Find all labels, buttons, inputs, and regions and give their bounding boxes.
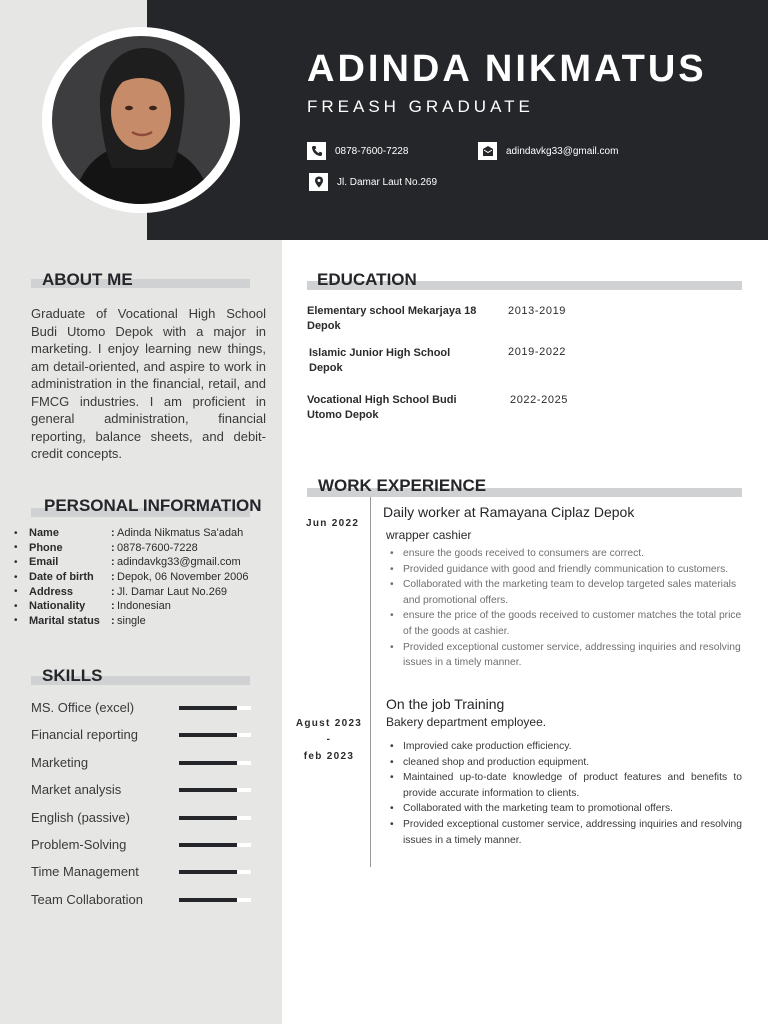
list-item: • ensure the goods received to consumers are correct. [386,546,742,562]
email-text: adindavkg33@gmail.com [506,145,619,157]
skill-item: English (passive) [31,810,251,826]
personal-info-list [14,526,282,628]
education-school: Vocational High School Budi Utomo Depok [307,394,457,421]
skill-level-bar [179,706,251,710]
personal-title: PERSONAL INFORMATION [44,496,262,515]
skills-title: SKILLS [42,666,103,685]
list-item: • Maintained up-to-date knowledge of product features and benefits to provide accurate information to clients. [386,770,742,801]
job-title: Daily worker at Ramayana Ciplaz Depok [383,504,635,520]
skill-level-bar [179,761,251,765]
skill-item: Team Collaboration [31,892,251,908]
education-school: Elementary school Mekarjaya 18 Depok [307,305,477,332]
skill-level-bar [179,898,251,902]
contact-phone [307,142,408,160]
mail-icon [478,142,497,160]
list-item: • ensure the price of the goods received to customer matches the total price of the goods at cashier. [386,608,742,639]
about-text: Graduate of Vocational High School Budi Utomo Depok with a major in marketing. I enjoy learning new things, am detail-oriented, and aspire to work in administration in the financial, retail, and FMCG industries. I am proficient in general administration, financial reporting, balance sheets, and debit-credit concepts. [31,306,266,461]
personal-row-dob: • Date of birth : Depok, 06 November 2006 [14,571,249,584]
profile-photo [52,36,230,204]
job-duties [386,739,742,848]
job-subtitle: wrapper cashier [386,528,472,542]
timeline-line [370,497,371,867]
skill-level-bar [179,733,251,737]
address-text: Jl. Damar Laut No.269 [337,176,438,188]
list-item: • Provided exceptional customer service, addressing inquiries and resolving issues in a timely manner. [386,817,742,848]
job-date: Jun 2022 [306,518,360,529]
job-date-end: feb 2023 [303,751,355,762]
phone-icon [307,142,326,160]
work-title: WORK EXPERIENCE [318,476,487,495]
personal-row-name: • Name : Adinda Nikmatus Sa'adah [14,527,244,540]
personal-row-email: • Email : adindavkg33@gmail.com [14,556,241,569]
candidate-name: ADINDA NIKMATUS [307,48,707,90]
job-date-start: Agust 2023 [295,718,363,729]
personal-row-nationality: • Nationality : Indonesian [14,600,171,613]
job-date-separator: - [326,734,332,745]
list-item: • cleaned shop and production equipment. [386,755,742,771]
job-title: On the job Training [386,696,505,712]
list-item: • Provided guidance with good and friendly communication to customers. [386,562,742,578]
skill-item: Market analysis [31,782,251,798]
job-duties [386,546,742,671]
education-years: 2022-2025 [510,394,569,406]
skill-item: Time Management [31,864,251,880]
list-item: • Provided exceptional customer service, addressing inquiries and resolving issues in a timely manner. [386,640,742,671]
personal-row-marital: • Marital status : single [14,614,146,627]
phone-text: 0878-7600-7228 [335,145,409,157]
list-item: • Collaborated with the marketing team to promotional offers. [386,801,742,817]
skill-item: Marketing [31,755,251,771]
list-item: • Improvied cake production efficiency. [386,739,742,755]
education-years: 2019-2022 [508,346,567,358]
header-banner [147,0,768,240]
skill-item: Financial reporting [31,727,251,743]
skill-item: Problem-Solving [31,837,251,853]
personal-row-address: • Address : Jl. Damar Laut No.269 [14,585,228,598]
list-item: • Collaborated with the marketing team to develop targeted sales materials and promotional offers. [386,577,742,608]
skill-level-bar [179,816,251,820]
education-title: EDUCATION [317,270,417,289]
job-subtitle: Bakery department employee. [386,715,547,729]
education-school: Islamic Junior High School Depok [309,347,451,374]
candidate-role: FREASH GRADUATE [307,97,534,116]
skill-level-bar [179,870,251,874]
skill-level-bar [179,788,251,792]
location-pin-icon [309,173,328,191]
skill-item: MS. Office (excel) [31,700,251,716]
personal-row-phone: • Phone : 0878-7600-7228 [14,541,198,554]
about-title: ABOUT ME [42,270,133,289]
contact-email [478,142,618,160]
skill-level-bar [179,843,251,847]
education-years: 2013-2019 [508,305,567,317]
contact-address [309,173,437,191]
